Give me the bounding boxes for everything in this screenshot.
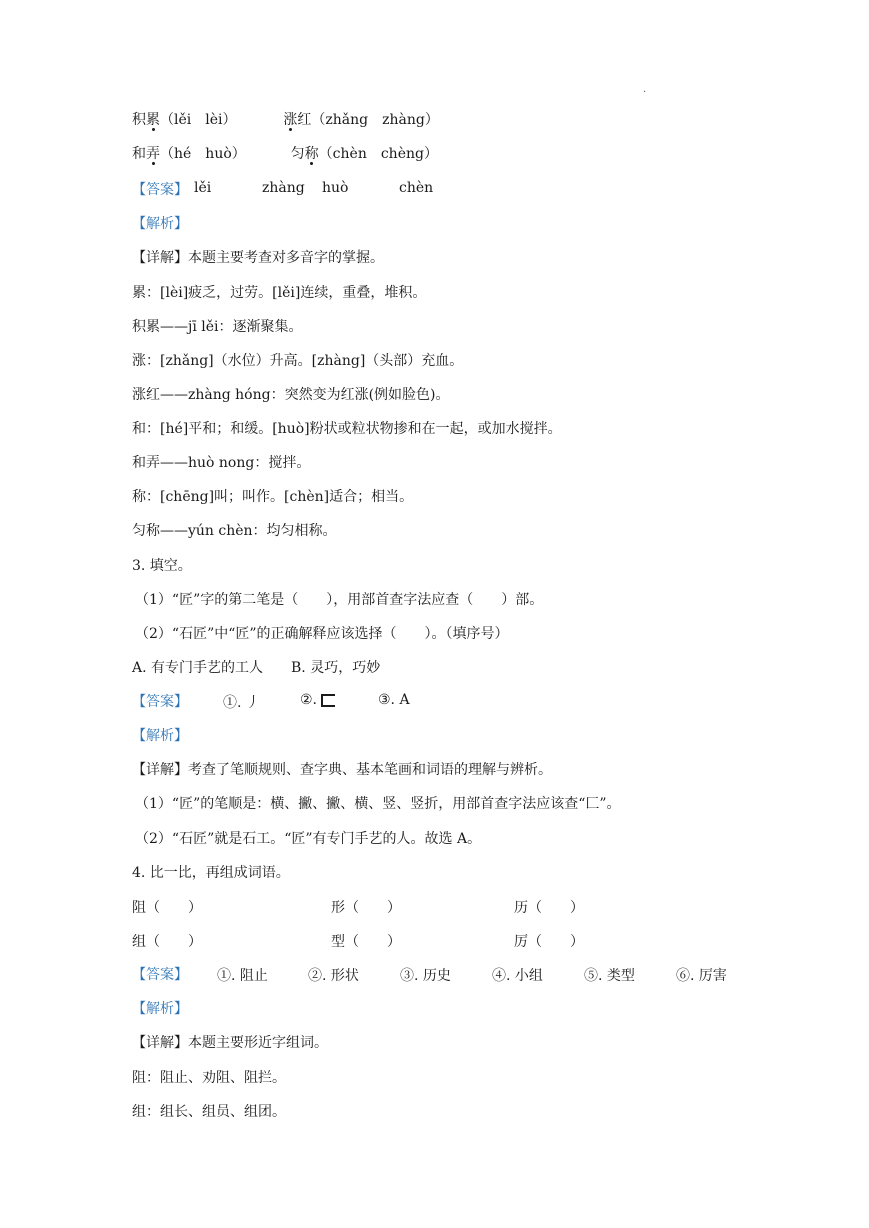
q3-answer-1: ①. 丿 — [223, 695, 260, 711]
q4-blank-3: 历（ ） — [514, 900, 584, 916]
q2-item-2: 涨红（zhǎng zhàng） — [283, 112, 439, 128]
q2-detail-5: 和：[hé]平和；和缓。[huò]粉状或粒状物掺和在一起，或加水搅拌。 — [132, 421, 562, 437]
q3-detail-1: 【详解】考查了笔顺规则、查字典、基本笔画和词语的理解与辨析。 — [132, 762, 552, 778]
q2-detail-3: 涨：[zhǎng]（水位）升高。[zhàng]（头部）充血。 — [132, 353, 464, 369]
q4-title: 4. 比一比，再组成词语。 — [132, 865, 290, 881]
q2-answer-3: huò — [322, 180, 349, 196]
q2-item-row-1 — [132, 110, 439, 130]
stroke-glyph-icon — [321, 694, 335, 707]
q4-answer-label: 【答案】 — [132, 967, 188, 983]
q4-blank-4: 组（ ） — [132, 934, 202, 950]
q4-answer-6: ⑥. 厉害 — [676, 968, 727, 984]
q4-answer-4: ④. 小组 — [492, 968, 543, 984]
q4-blank-2: 形（ ） — [331, 900, 401, 916]
top-mark: . — [643, 84, 647, 95]
q3-detail-3: （2）“石匠”就是石工。“匠”有专门手艺的人。故选 A。 — [135, 831, 482, 847]
q2-detail-8: 匀称——yún chèn：均匀相称。 — [132, 523, 337, 539]
q2-answer-2: zhàng — [262, 180, 305, 196]
q2-detail-0: 【详解】本题主要考查对多音字的掌握。 — [132, 250, 384, 266]
q3-part-1: （1）“匠”字的第二笔是（ ），用部首查字法应查（ ）部。 — [135, 592, 544, 608]
q2-item-row-2 — [132, 144, 438, 164]
q2-detail-4: 涨红——zhàng hóng：突然变为红涨(例如脸色)。 — [132, 387, 450, 403]
q2-item-3: 和弄（hé huò） — [132, 146, 246, 162]
q3-part-2: （2）“石匠”中“匠”的正确解释应该选择（ ）。（填序号） — [135, 626, 509, 642]
q4-detail-2: 阻：阻止、劝阻、阻拦。 — [132, 1070, 286, 1086]
q4-answer-2: ②. 形状 — [308, 968, 359, 984]
q2-item-1: 积累（lěi lèi） — [132, 112, 237, 128]
q3-title: 3. 填空。 — [132, 558, 192, 574]
q2-answer-4: chèn — [399, 180, 434, 196]
q2-detail-6: 和弄——huò nong：搅拌。 — [132, 455, 311, 471]
q4-analysis-label: 【解析】 — [132, 1001, 188, 1017]
q3-detail-2: （1）“匠”的笔顺是：横、撇、撇、横、竖、竖折，用部首查字法应该查“匚”。 — [135, 796, 621, 812]
q3-answer-2: ②. — [300, 692, 335, 708]
q3-options: A. 有专门手艺的工人 B. 灵巧，巧妙 — [132, 660, 381, 676]
q2-answer-row — [132, 180, 188, 200]
answer-label: 【答案】 — [132, 182, 188, 198]
q2-detail-2: 积累——jī lěi：逐渐聚集。 — [132, 319, 303, 335]
q4-detail-3: 组：组长、组员、组团。 — [132, 1104, 286, 1120]
q2-answer-1: lěi — [194, 180, 212, 196]
q2-detail-1: 累：[lèi]疲乏，过劳。[lěi]连续，重叠，堆积。 — [132, 285, 427, 301]
q4-answer-3: ③. 历史 — [400, 968, 451, 984]
q4-blank-1: 阻（ ） — [132, 900, 202, 916]
q4-blank-6: 厉（ ） — [514, 934, 584, 950]
q2-item-4: 匀称（chèn chèng） — [290, 146, 438, 162]
q4-answer-5: ⑤. 类型 — [584, 968, 635, 984]
q4-blank-5: 型（ ） — [331, 934, 401, 950]
q2-analysis-label: 【解析】 — [132, 216, 188, 232]
q4-detail-1: 【详解】本题主要形近字组词。 — [132, 1035, 328, 1051]
q4-answer-1: ①. 阻止 — [217, 968, 268, 984]
q2-detail-7: 称：[chēng]叫；叫作。[chèn]适合；相当。 — [132, 489, 414, 505]
q3-answer-3: ③. A — [378, 692, 410, 708]
q3-answer-label: 【答案】 — [132, 694, 188, 710]
q3-analysis-label: 【解析】 — [132, 728, 188, 744]
